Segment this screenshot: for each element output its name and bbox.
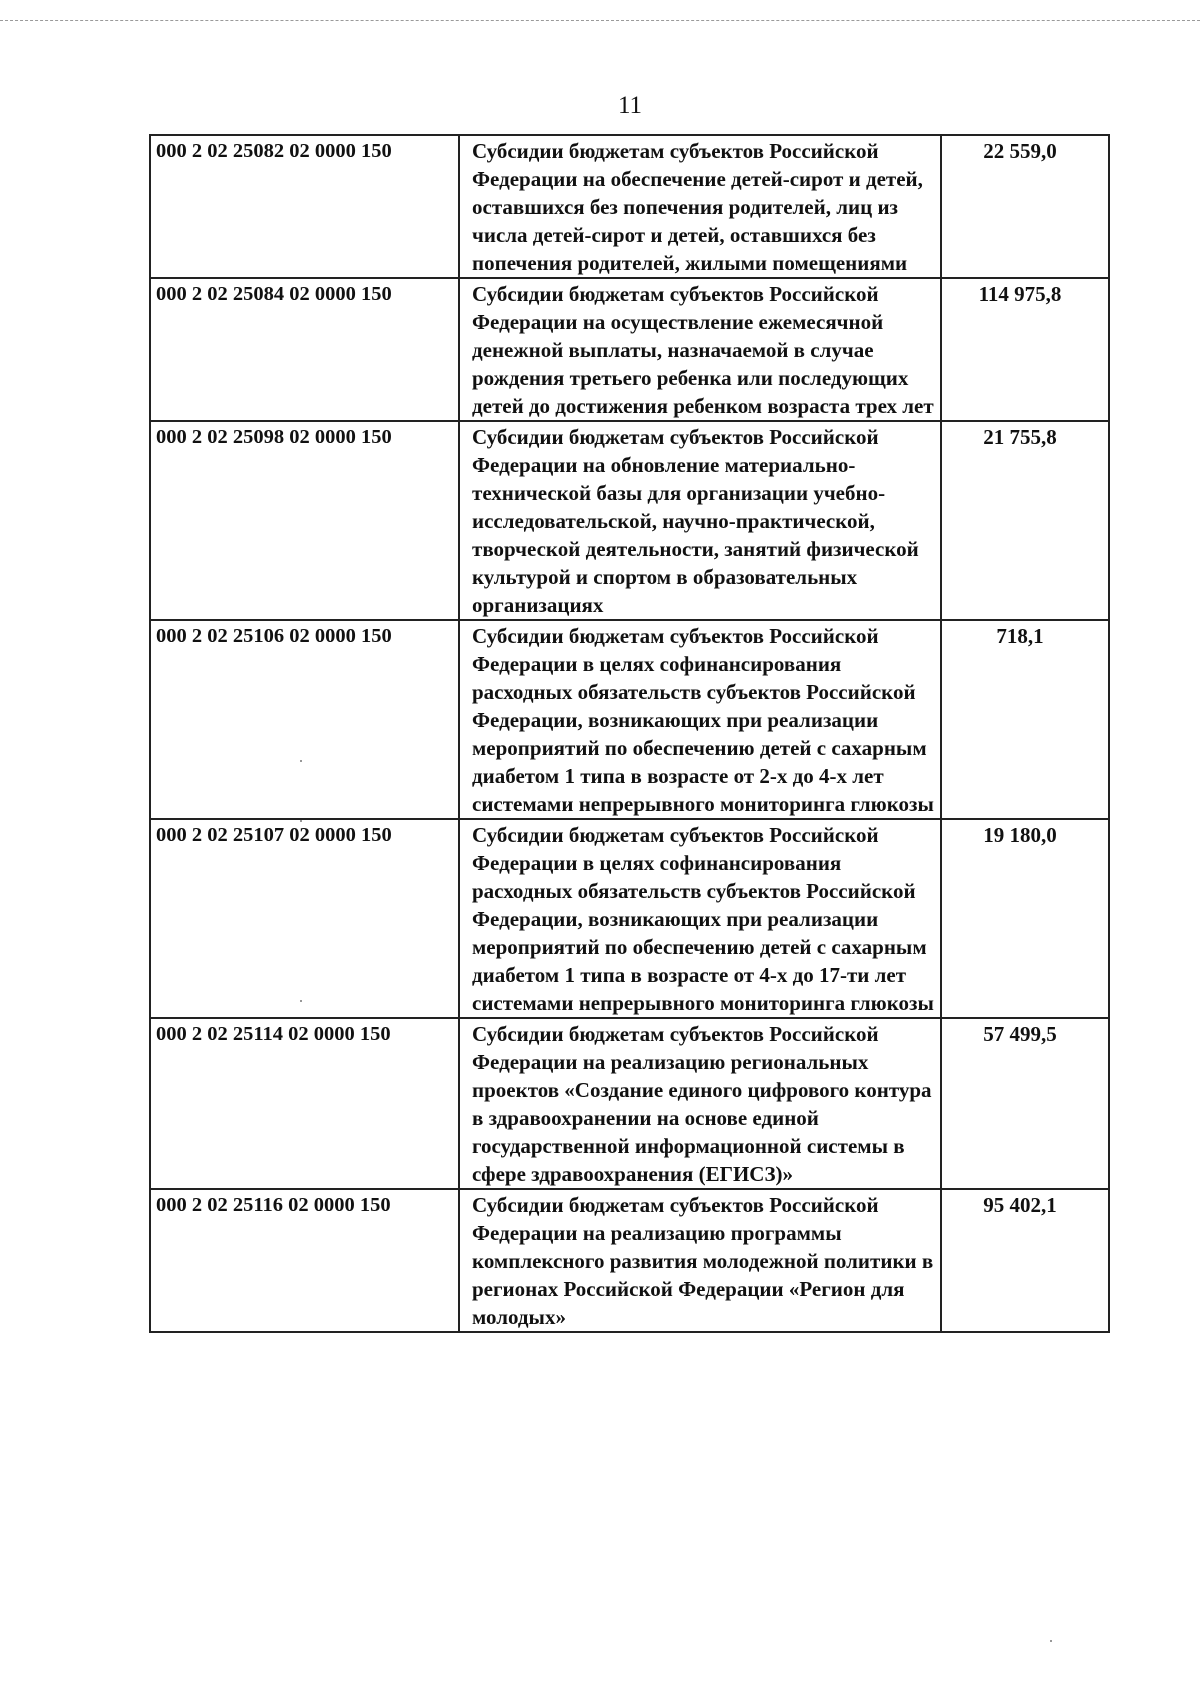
budget-table (149, 134, 1110, 1333)
description-cell: Субсидии бюджетам субъектов Российской Федерации на реализацию региональных проектов «Создание единого цифрового контура в здравоохранении на основе единой государственной информационной системы в сфере здравоохранения (ЕГИСЗ)» (459, 1018, 941, 1189)
description-cell: Субсидии бюджетам субъектов Российской Федерации на реализацию программы комплексного развития молодежной политики в регионах Российской Федерации «Регион для молодых» (459, 1189, 941, 1332)
description-cell: Субсидии бюджетам субъектов Российской Федерации на осуществление ежемесячной денежной выплаты, назначаемой в случае рождения третьего ребенка или последующих детей до достижения ребенком возраста трех лет (459, 278, 941, 421)
amount-cell: 21 755,8 (941, 421, 1109, 620)
amount-cell: 114 975,8 (941, 278, 1109, 421)
table-row (150, 620, 1109, 819)
description-cell: Субсидии бюджетам субъектов Российской Федерации в целях софинансирования расходных обязательств субъектов Российской Федерации, возникающих при реализации мероприятий по обеспечению детей с сахарным диабетом 1 типа в возрасте от 4-х до 17-ти лет системами непрерывного мониторинга глюкозы (459, 819, 941, 1018)
amount-cell: 57 499,5 (941, 1018, 1109, 1189)
table-row (150, 819, 1109, 1018)
description-cell: Субсидии бюджетам субъектов Российской Федерации на обновление материально-технической базы для организации учебно-исследовательской, научно-практической, творческой деятельности, занятий физической культурой и спортом в образовательных организациях (459, 421, 941, 620)
description-cell: Субсидии бюджетам субъектов Российской Федерации в целях софинансирования расходных обязательств субъектов Российской Федерации, возникающих при реализации мероприятий по обеспечению детей с сахарным диабетом 1 типа в возрасте от 2-х до 4-х лет системами непрерывного мониторинга глюкозы (459, 620, 941, 819)
table-row (150, 1189, 1109, 1332)
table-row (150, 135, 1109, 278)
table-row (150, 278, 1109, 421)
budget-code-cell: 000 2 02 25114 02 0000 150 (150, 1018, 459, 1189)
scan-speck (300, 820, 302, 822)
budget-code-cell: 000 2 02 25098 02 0000 150 (150, 421, 459, 620)
scan-speck (300, 760, 302, 762)
table-row (150, 1018, 1109, 1189)
amount-cell: 19 180,0 (941, 819, 1109, 1018)
budget-code-cell: 000 2 02 25116 02 0000 150 (150, 1189, 459, 1332)
budget-code-cell: 000 2 02 25082 02 0000 150 (150, 135, 459, 278)
scan-speck (1050, 1640, 1052, 1642)
amount-cell: 95 402,1 (941, 1189, 1109, 1332)
description-cell: Субсидии бюджетам субъектов Российской Федерации на обеспечение детей-сирот и детей, оставшихся без попечения родителей, лиц из числа детей-сирот и детей, оставшихся без попечения родителей, жилыми помещениями (459, 135, 941, 278)
scan-edge-line (0, 20, 1200, 21)
table-row (150, 421, 1109, 620)
budget-code-cell: 000 2 02 25084 02 0000 150 (150, 278, 459, 421)
budget-code-cell: 000 2 02 25107 02 0000 150 (150, 819, 459, 1018)
budget-code-cell: 000 2 02 25106 02 0000 150 (150, 620, 459, 819)
amount-cell: 718,1 (941, 620, 1109, 819)
amount-cell: 22 559,0 (941, 135, 1109, 278)
scan-speck (300, 1000, 302, 1002)
page-number: 11 (617, 92, 643, 119)
